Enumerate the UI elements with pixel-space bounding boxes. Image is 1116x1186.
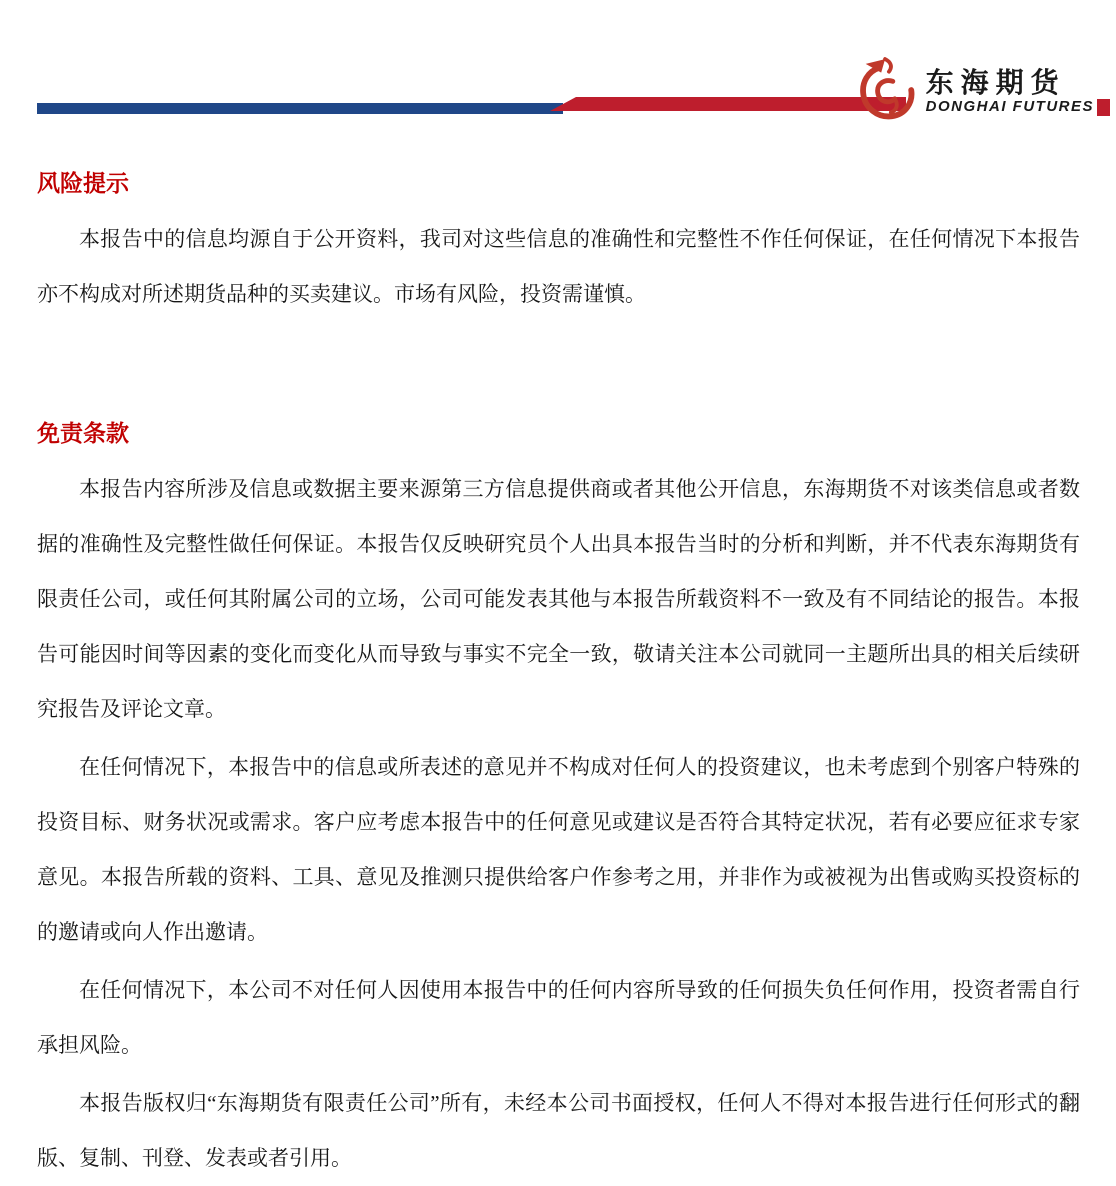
company-logo <box>856 56 1110 128</box>
dragon-icon <box>856 56 918 128</box>
section-disclaimer <box>37 418 1080 1186</box>
disclaimer-paragraphs <box>37 462 1080 1186</box>
logo-red-square <box>1097 99 1110 116</box>
risk-warning-paragraphs <box>37 212 1080 322</box>
logo-text <box>926 56 1110 116</box>
disclaimer-paragraph-2: 在任何情况下，本报告中的信息或所表述的意见并不构成对任何人的投资建议，也未考虑到个别客户特殊的投资目标、财务状况或需求。客户应考虑本报告中的任何意见或建议是否符合其特定状况，若有必要应征求专家意见。本报告所载的资料、工具、意见及推测只提供给客户作参考之用，并非作为或被视为出售或购买投资标的的邀请或向人作出邀请。 <box>37 755 1080 944</box>
page-header <box>0 0 1116 150</box>
logo-en-name: DONGHAI FUTURES <box>925 98 1094 115</box>
header-bar-red <box>550 97 906 111</box>
risk-warning-heading: 风险提示 <box>37 170 129 196</box>
section-risk-warning <box>37 168 1080 322</box>
disclaimer-paragraph-3: 在任何情况下，本公司不对任何人因使用本报告中的任何内容所导致的任何损失负任何作用，投资者需自行承担风险。 <box>37 978 1080 1057</box>
disclaimer-heading: 免责条款 <box>37 420 129 446</box>
risk-warning-paragraph: 本报告中的信息均源自于公开资料，我司对这些信息的准确性和完整性不作任何保证，在任何情况下本报告亦不构成对所述期货品种的买卖建议。市场有风险，投资需谨慎。 <box>37 227 1080 306</box>
report-body <box>37 168 1080 1186</box>
header-bar-blue <box>37 103 563 114</box>
logo-cn-name: 东海期货 <box>925 67 1066 98</box>
disclaimer-paragraph-4: 本报告版权归“东海期货有限责任公司”所有，未经本公司书面授权，任何人不得对本报告进行任何形式的翻版、复制、刊登、发表或者引用。 <box>37 1091 1080 1170</box>
disclaimer-paragraph-1: 本报告内容所涉及信息或数据主要来源第三方信息提供商或者其他公开信息，东海期货不对该类信息或者数据的准确性及完整性做任何保证。本报告仅反映研究员个人出具本报告当时的分析和判断，并不代表东海期货有限责任公司，或任何其附属公司的立场，公司可能发表其他与本报告所载资料不一致及有不同结论的报告。本报告可能因时间等因素的变化而变化从而导致与事实不完全一致，敬请关注本公司就同一主题所出具的相关后续研究报告及评论文章。 <box>37 477 1080 721</box>
